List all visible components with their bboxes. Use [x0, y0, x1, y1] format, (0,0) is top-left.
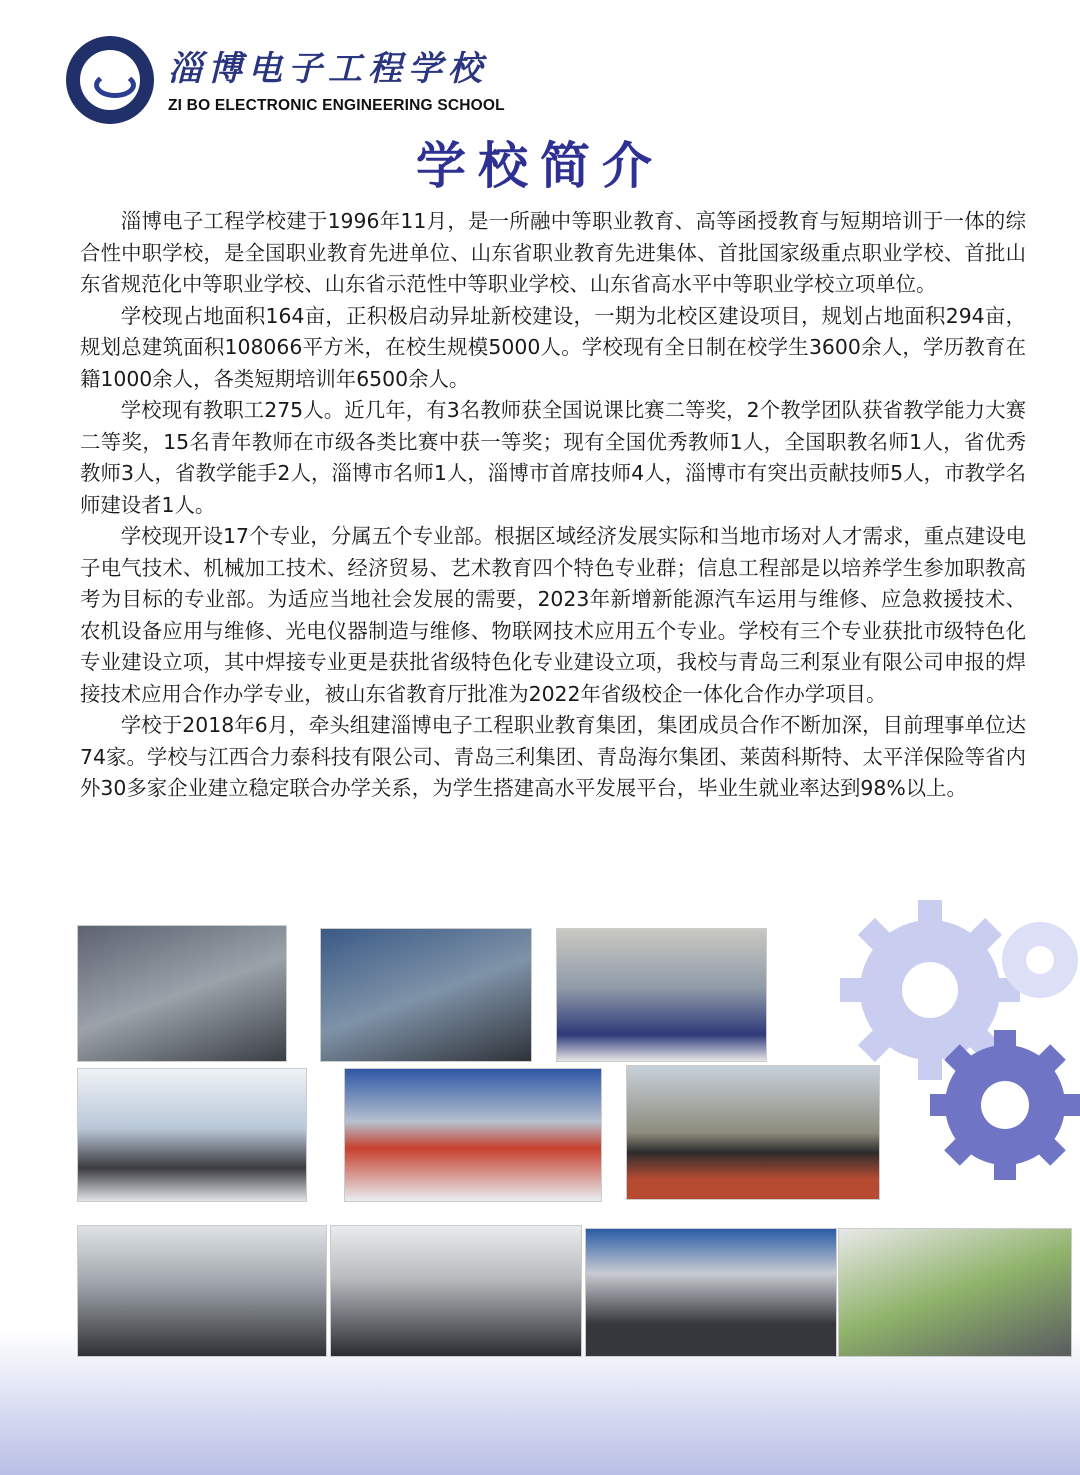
page-title: 学校简介 [416, 137, 664, 195]
photo-conference-hall [585, 1228, 837, 1357]
photo-leaders-inspection [320, 928, 532, 1062]
school-name-en: ZI BO ELECTRONIC ENGINEERING SCHOOL [168, 97, 505, 114]
photo-flag-guard-parade [626, 1065, 880, 1200]
school-name-cn: 淄博电子工程学校 [168, 49, 488, 89]
photo-intelligent-manufacturing-center [77, 1068, 307, 1202]
paragraph: 淄博电子工程学校建于1996年11月，是一所融中等职业教育、高等函授教育与短期培训于一体的综合性中职学校，是全国职业教育先进单位、山东省职业教育先进集体、首批国家级重点职业学校、首批山东省规范化中等职业学校、山东省示范性中等职业学校、山东省高水平中等职业学校立项单位。 [80, 209, 1026, 296]
school-emblem-icon [66, 36, 154, 124]
photo-workshop-visit [77, 925, 287, 1062]
paragraph: 学校现占地面积164亩，正积极启动异址新校建设，一期为北校区建设项目，规划占地面积294亩，规划总建筑面积108066平方米，在校生规模5000人。学校现有全日制在校学生3600余人，学历教育在籍1000余人，各类短期培训年6500余人。 [80, 303, 1026, 391]
photo-factory-practice [838, 1228, 1072, 1357]
photo-student-group [556, 928, 767, 1062]
photo-meeting-room [77, 1225, 327, 1357]
intro-text [80, 206, 1026, 805]
paragraph: 学校现有教职工275人。近几年，有3名教师获全国说课比赛二等奖，2个教学团队获省教学能力大赛二等奖，15名青年教师在市级各类比赛中获一等奖；现有全国优秀教师1人，全国职教名师1人，省优秀教师3人，省教学能手2人，淄博市名师1人，淄博市首席技师4人，淄博市有突出贡献技师5人，市教学名师建设者1人。 [80, 398, 1026, 517]
photo-award-ceremony [344, 1068, 602, 1202]
photo-auditorium [330, 1225, 582, 1357]
paragraph: 学校于2018年6月，牵头组建淄博电子工程职业教育集团，集团成员合作不断加深，目前理事单位达74家。学校与江西合力泰科技有限公司、青岛三利集团、青岛海尔集团、莱茵科斯特、太平洋保险等省内外30多家企业建立稳定联合办学关系，为学生搭建高水平发展平台，毕业生就业率达到98%以上。 [80, 713, 1026, 800]
paragraph: 学校现开设17个专业，分属五个专业部。根据区域经济发展实际和当地市场对人才需求，重点建设电子电气技术、机械加工技术、经济贸易、艺术教育四个特色专业群；信息工程部是以培养学生参加职教高考为目标的专业部。为适应当地社会发展的需要，2023年新增新能源汽车运用与维修、应急救援技术、农机设备应用与维修、光电仪器制造与维修、物联网技术应用五个专业。学校有三个专业获批市级特色化专业建设立项，其中焊接专业更是获批省级特色化专业建设立项，我校与青岛三利泵业有限公司申报的焊接技术应用合作办学专业，被山东省教育厅批准为2022年省级校企一体化合作办学项目。 [80, 524, 1026, 706]
